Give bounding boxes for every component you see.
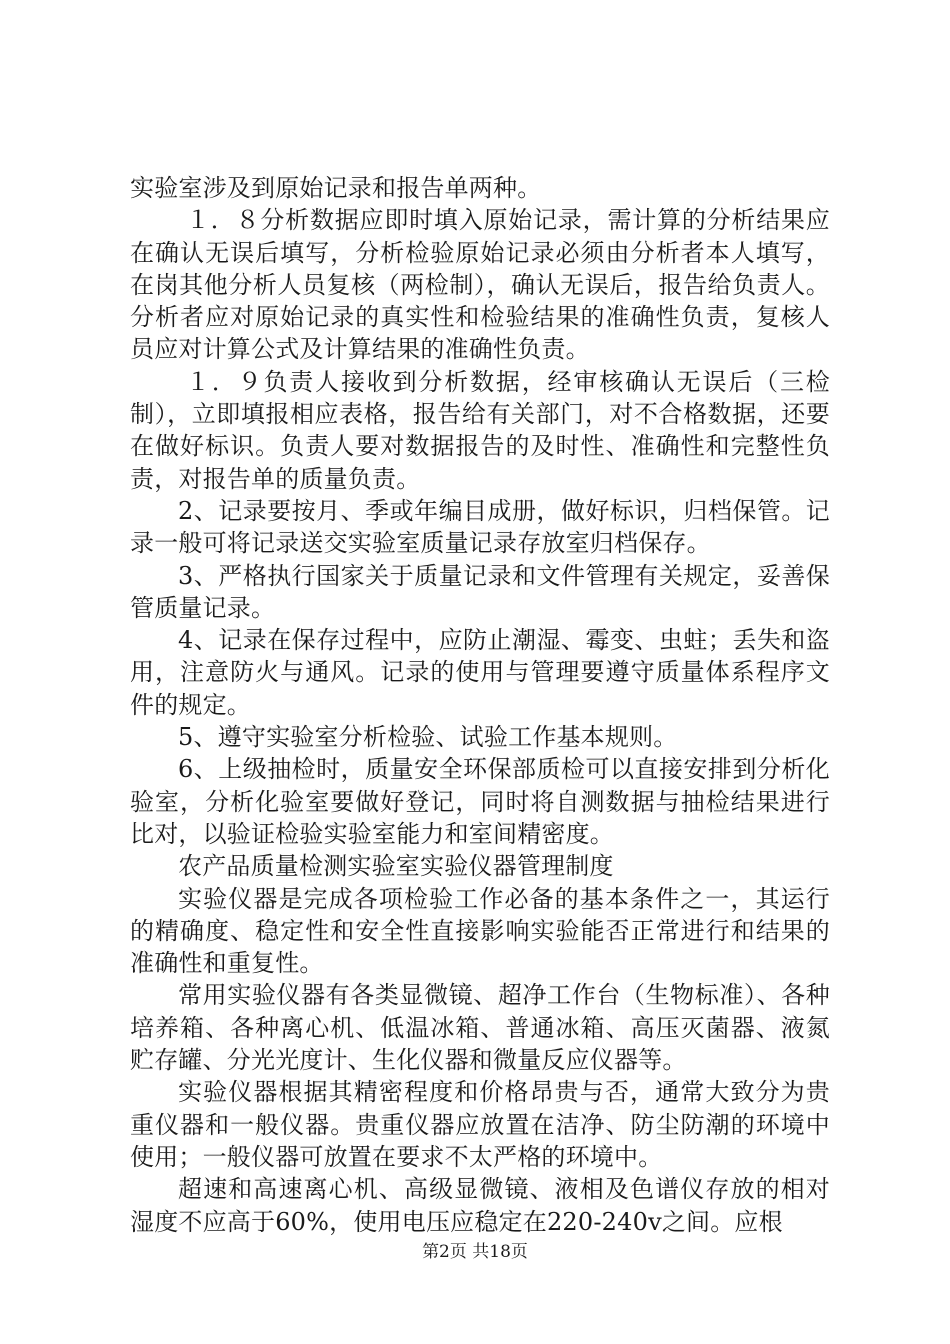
paragraph: 常用实验仪器有各类显微镜、超净工作台（生物标准）、各种培养箱、各种离心机、低温冰箱、普通冰箱、高压灭菌器、液氮贮存罐、分光光度计、生化仪器和微量反应仪器等。 <box>130 981 830 1075</box>
paragraph: 4、记录在保存过程中，应防止潮湿、霉变、虫蛀；丢失和盗用，注意防火与通风。记录的使用与管理要遵守质量体系程序文件的规定。 <box>130 626 830 719</box>
paragraph: 实验仪器是完成各项检验工作必备的基本条件之一，其运行的精确度、稳定性和安全性直接影响实验能否正常进行和结果的准确性和重复性。 <box>130 884 830 978</box>
paragraph: 3、严格执行国家关于质量记录和文件管理有关规定，妥善保管质量记录。 <box>130 561 830 622</box>
paragraph: 超速和高速离心机、高级显微镜、液相及色谱仪存放的相对湿度不应高于60%，使用电压应稳定在220-240v之间。应根 <box>130 1175 830 1236</box>
paragraph: 实验仪器根据其精密程度和价格昂贵与否，通常大致分为贵重仪器和一般仪器。贵重仪器应放置在洁净、防尘防潮的环境中使用；一般仪器可放置在要求不太严格的环境中。 <box>130 1078 830 1171</box>
page-number-footer: 第2页 共18页 <box>422 1242 528 1262</box>
paragraph: 2、记录要按月、季或年编目成册，做好标识，归档保管。记录一般可将记录送交实验室质量记录存放室归档保存。 <box>130 496 830 558</box>
paragraph: 6、上级抽检时，质量安全环保部质检可以直接安排到分析化验室，分析化验室要做好登记，同时将自测数据与抽检结果进行比对，以验证检验实验室能力和室间精密度。 <box>130 755 830 848</box>
section-heading: 农产品质量检测实验室实验仪器管理制度 <box>178 852 614 881</box>
paragraph: 实验室涉及到原始记录和报告单两种。 <box>130 174 542 202</box>
paragraph: 5、遵守实验室分析检验、试验工作基本规则。 <box>178 723 678 752</box>
paragraph: １．９负责人接收到分析数据，经审核确认无误后（三检制），立即填报相应表格，报告给有关部门，对不合格数据，还要在做好标识。负责人要对数据报告的及时性、准确性和完整性负责，对报告单的质量负责。 <box>130 367 830 493</box>
document-body <box>130 172 830 1238</box>
paragraph: １．８分析数据应即时填入原始记录，需计算的分析结果应在确认无误后填写，分析检验原始记录必须由分析者本人填写，在岗其他分析人员复核（两检制），确认无误后，报告给负责人。分析者应对原始记录的真实性和检验结果的准确性负责，复核人员应对计算公式及计算结果的准确性负责。 <box>130 206 830 364</box>
